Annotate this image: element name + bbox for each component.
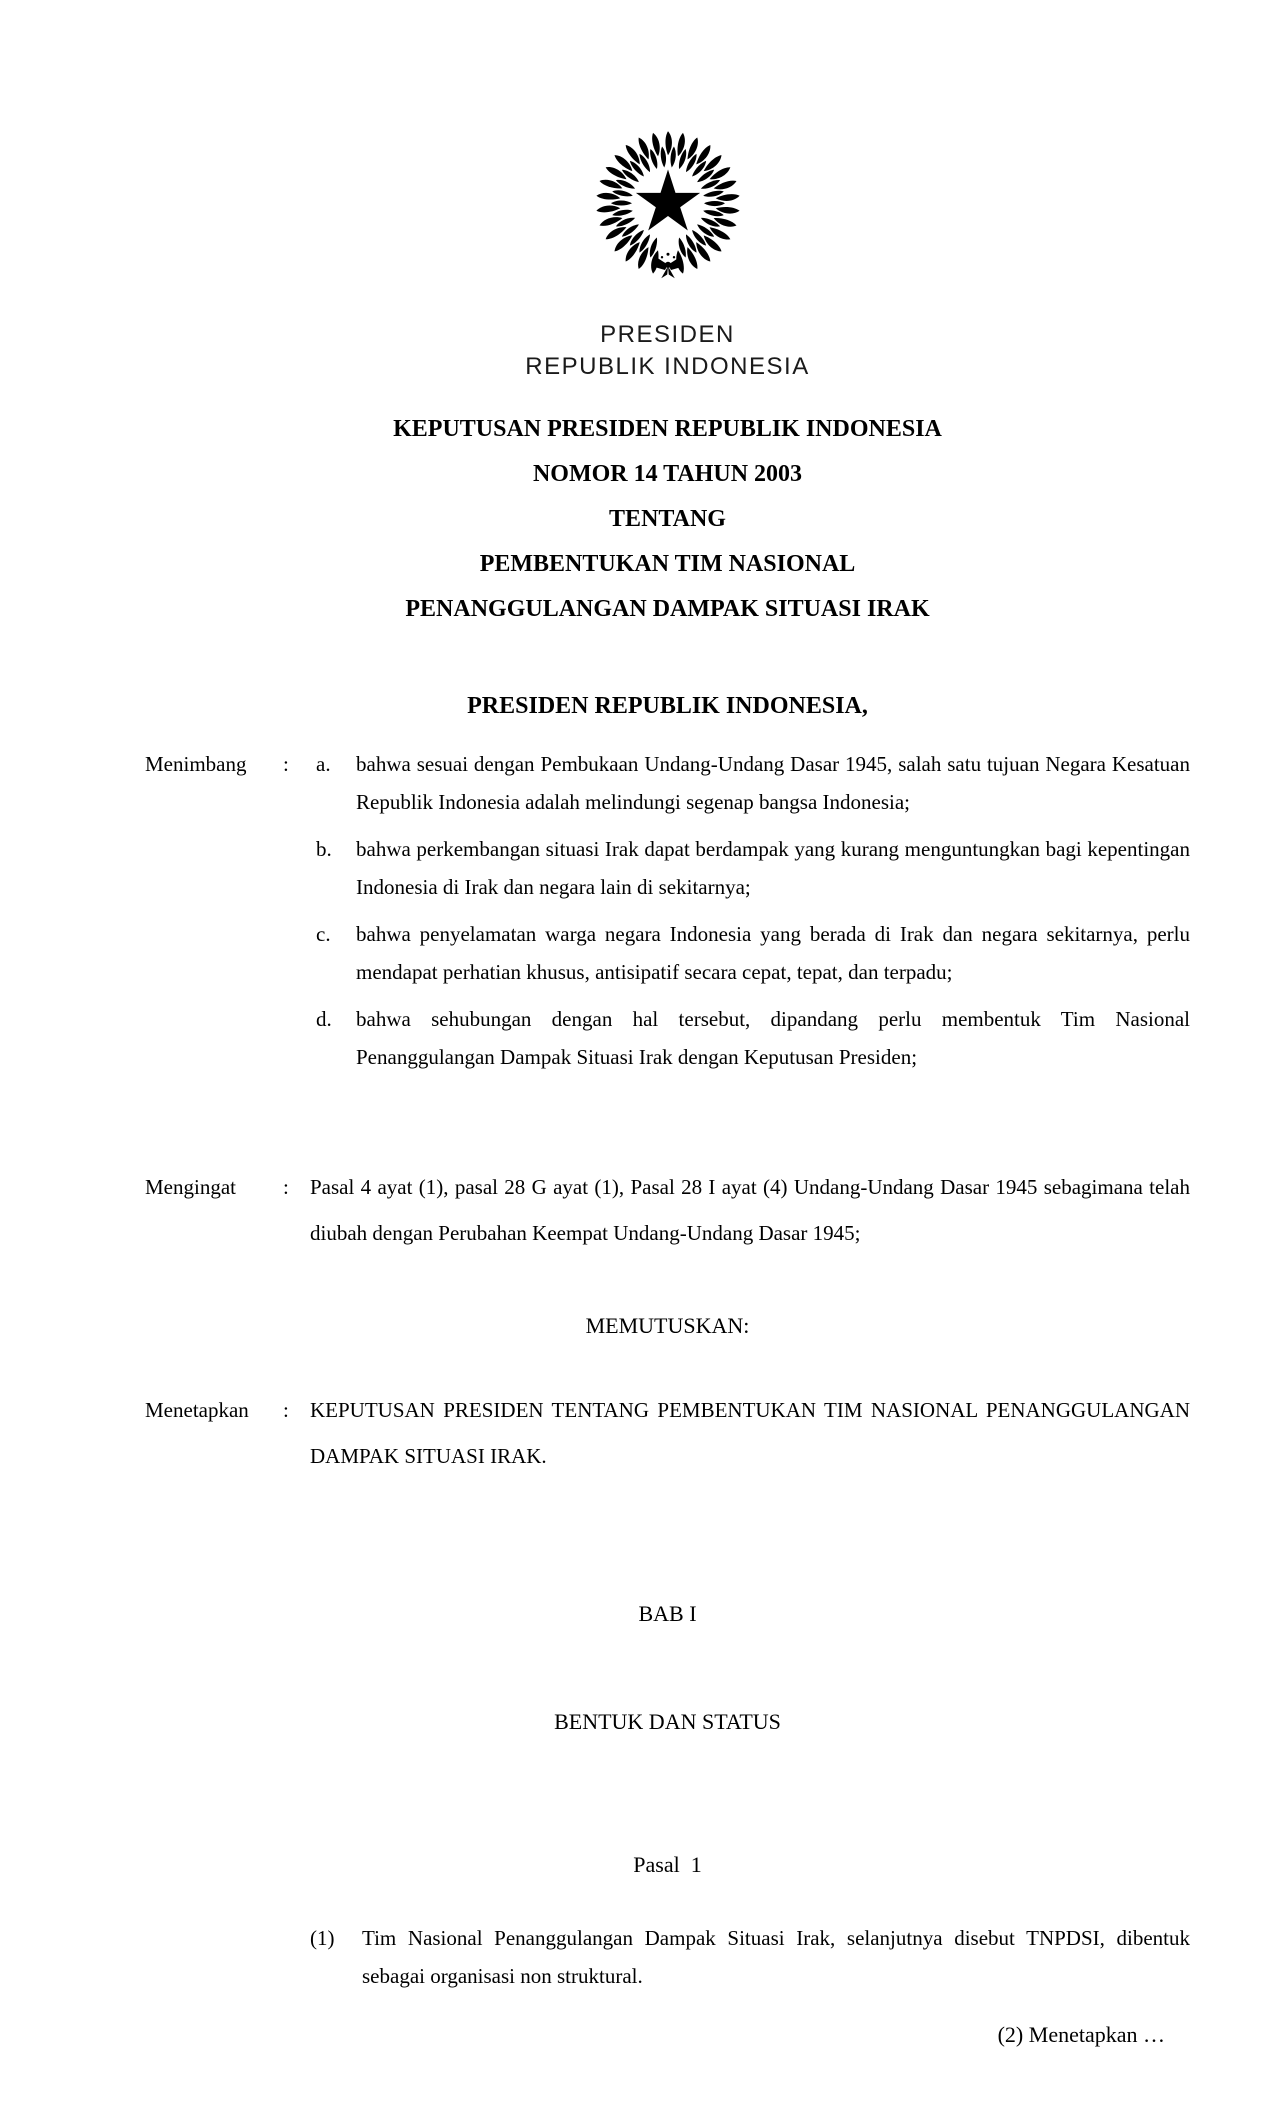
menimbang-item-a	[310, 745, 1190, 821]
page-catchword: (2) Menetapkan …	[997, 2022, 1165, 2047]
item-letter: a.	[316, 752, 331, 776]
star-wreath-icon	[593, 128, 743, 283]
item-letter: b.	[316, 837, 332, 861]
pasal-heading: Pasal 1	[633, 1852, 702, 1877]
item-letter: c.	[316, 922, 331, 946]
decree-number-line: NOMOR 14 TAHUN 2003	[532, 461, 803, 487]
menimbang-item-d	[310, 1000, 1190, 1076]
menetapkan-section	[145, 1387, 1190, 1479]
decree-subject-line2: PENANGGULANGAN DAMPAK SITUASI IRAK	[405, 596, 930, 622]
menetapkan-text: KEPUTUSAN PRESIDEN TENTANG PEMBENTUKAN TIM NASIONAL PENANGGULANGAN DAMPAK SITUASI IRAK.	[310, 1398, 1190, 1468]
menetapkan-label: Menetapkan	[145, 1398, 249, 1422]
decree-title-line: KEPUTUSAN PRESIDEN REPUBLIK INDONESIA	[393, 416, 942, 442]
item-text: bahwa penyelamatan warga negara Indonesia yang berada di Irak dan negara sekitarnya, perlu mendapat perhatian khusus, antisipatif secara cepat, tepat, dan terpadu;	[356, 922, 1190, 984]
menetapkan-colon: :	[283, 1398, 289, 1422]
mengingat-label: Mengingat	[145, 1175, 236, 1199]
letterhead-line2: REPUBLIK INDONESIA	[525, 353, 810, 380]
letterhead	[145, 319, 1190, 383]
menimbang-item-c	[310, 915, 1190, 991]
bab-number: BAB I	[638, 1601, 697, 1626]
mengingat-colon: :	[283, 1175, 289, 1199]
menimbang-colon: :	[283, 752, 289, 776]
item-text: bahwa sehubungan dengan hal tersebut, dipandang perlu membentuk Tim Nasional Penanggulangan Dampak Situasi Irak dengan Keputusan Presiden;	[356, 1007, 1190, 1069]
salutation: PRESIDEN REPUBLIK INDONESIA,	[467, 693, 868, 719]
national-emblem	[145, 128, 1190, 289]
decree-tentang-line: TENTANG	[609, 506, 726, 532]
pasal-item-text: Tim Nasional Penanggulangan Dampak Situasi Irak, selanjutnya disebut TNPDSI, dibentuk sebagai organisasi non struktural.	[362, 1926, 1190, 1988]
memutuskan-heading: MEMUTUSKAN:	[585, 1313, 750, 1338]
mengingat-text: Pasal 4 ayat (1), pasal 28 G ayat (1), Pasal 28 I ayat (4) Undang-Undang Dasar 1945 sebagimana telah diubah dengan Perubahan Keempat Undang-Undang Dasar 1945;	[310, 1175, 1190, 1245]
pasal-item-number: (1)	[310, 1926, 335, 1950]
item-text: bahwa perkembangan situasi Irak dapat berdampak yang kurang menguntungkan bagi kepentingan Indonesia di Irak dan negara lain di sekitarnya;	[356, 837, 1190, 899]
menimbang-label: Menimbang	[145, 752, 247, 776]
pasal-item-1	[310, 1919, 1190, 1995]
decree-title	[145, 407, 1190, 632]
mengingat-section	[145, 1164, 1190, 1256]
item-text: bahwa sesuai dengan Pembukaan Undang-Undang Dasar 1945, salah satu tujuan Negara Kesatuan Republik Indonesia adalah melindungi segenap bangsa Indonesia;	[356, 752, 1190, 814]
star-icon	[635, 170, 699, 231]
item-letter: d.	[316, 1007, 332, 1031]
bab-heading	[145, 1524, 1190, 1812]
letterhead-line1: PRESIDEN	[600, 321, 735, 348]
menimbang-item-b	[310, 830, 1190, 906]
bab-title: BENTUK DAN STATUS	[554, 1709, 781, 1734]
decree-subject-line1: PEMBENTUKAN TIM NASIONAL	[479, 551, 856, 577]
menimbang-section	[145, 745, 1190, 1076]
menimbang-items	[310, 745, 1190, 1076]
